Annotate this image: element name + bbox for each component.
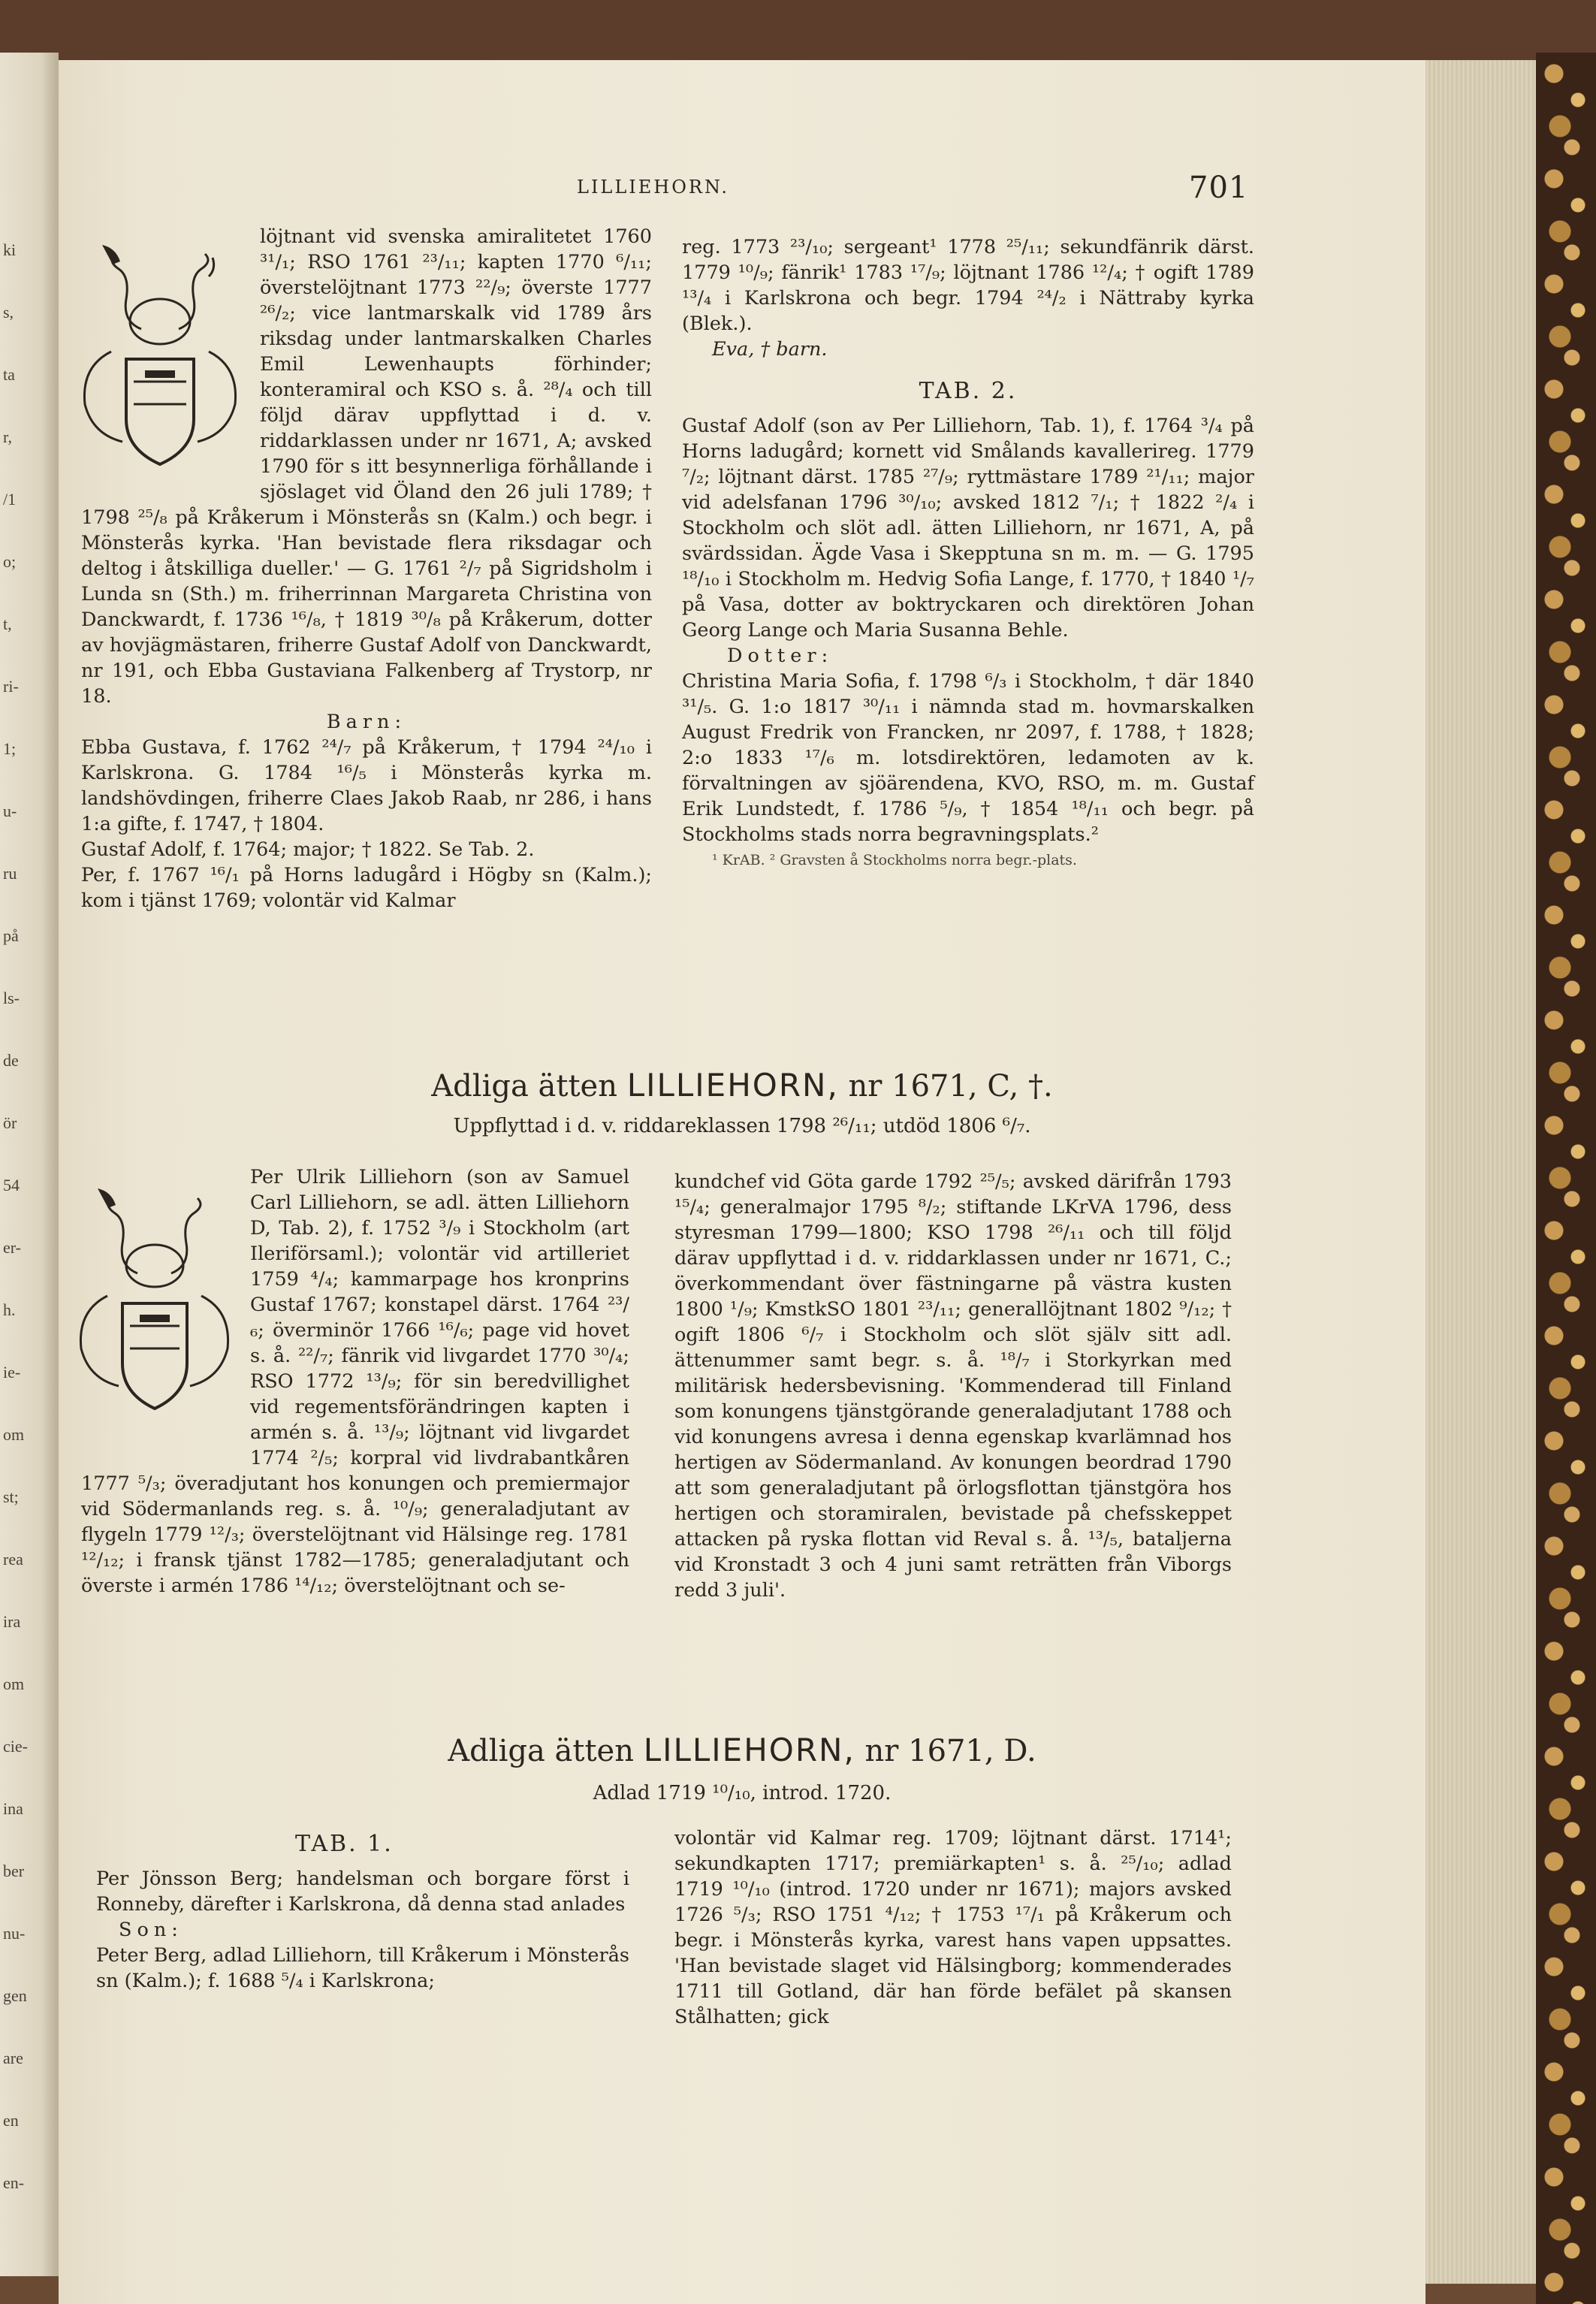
running-head-title: LILLIEHORN. [577,177,730,198]
facing-page-fragment: ira [3,1612,21,1631]
section-subheading-c: Uppflyttad i d. v. riddareklassen 1798 ²⁶/₁₁; utdöd 1806 ⁶/₇. [453,1115,1031,1137]
facing-page-fragment: gen [3,1986,27,2005]
paragraph: Peter Berg, adlad Lilliehorn, till Kråkerum i Mönsterås sn (Kalm.); f. 1688 ⁵/₄ i Karlskrona; [96,1944,629,1992]
heading-suffix: nr 1671, C, †. [848,1069,1053,1104]
facing-page-fragment: ta [3,365,15,384]
facing-page-fragment: u- [3,802,17,820]
son-heading: Son: [119,1919,183,1941]
facing-page-fragment: en [3,2111,19,2130]
paragraph: Per Jönsson Berg; handelsman och borgare först i Ronneby, därefter i Karlskrona, då denna stad anlades [96,1868,629,1916]
heading-name: LILLIEHORN, [643,1732,855,1768]
facing-page-fragment: om [3,1674,25,1693]
facing-page-fragment: på [3,926,19,945]
children-heading: Barn: [326,711,407,733]
page-number: 701 [1189,171,1249,205]
paragraph: Per Ulrik Lilliehorn (son av Samuel Carl Lilliehorn, se adl. ätten Lilliehorn D, Tab. 2), f. 1752 ³/₉ i Stockholm (art Ileriförsaml.); volontär vid artilleriet 1759 ⁴/₄; kammarpage hos kronprins Gustaf 1767; konstapel därst. 1764 ²³/₆; överminör 1766 ¹⁶/₆; page vid hovet s. å. ²²/₇; fänrik vid livgardet 1770 ³⁰/₄; RSO 1772 ¹³/₉; för sin beredvillighet vid regementsförändringen kapten i armén s. å. ¹³/₉; löjtnant vid livgardet 1774 ²/₅; korpral vid livdrabantkåren 1777 ⁵/₃; överadjutant hos konungen och premiermajor vid Södermanlands reg. s. å. ¹⁰/₉; generaladjutant av flygeln 1779 ¹²/₃; överstelöjtnant vid Hälsinge reg. 1781 ¹²/₁₂; i fransk tjänst 1782—1785; generaladjutant och överste i armén 1786 ¹⁴/₁₂; överstelöjtnant och se- [81,1166,629,1597]
paragraph: Eva, † barn. [712,338,828,361]
facing-page-fragment: ina [3,1799,23,1818]
footnotes: ¹ KrAB. ² Gravsten å Stockholms norra begr.-plats. [712,852,1077,868]
paragraph: Gustaf Adolf (son av Per Lilliehorn, Tab. 1), f. 1764 ³/₄ på Horns ladugård; kornett vid Smålands kavallerireg. 1779 ⁷/₂; löjtnant därst. 1785 ²⁷/₉; ryttmästare 1789 ²¹/₁₁; major vid adelsfanan 1796 ³⁰/₁₀; avsked 1812 ⁷/₁; † 1822 ²/₄ i Stockholm och slöt adl. ätten Lilliehorn, nr 1671, A, på svärdssidan. Ägde Vasa i Skepptuna sn m. m. — G. 1795 ¹⁸/₁₀ i Stockholm m. Hedvig Sofia Lange, f. 1770, † 1840 ¹/₇ på Vasa, dotter av boktryckaren och direktören Johan Georg Lange och Maria Susanna Behle. [682,415,1254,642]
facing-page-fragment: ls- [3,989,20,1007]
facing-page-fragment: o; [3,552,17,571]
facing-page-fragment: st; [3,1487,19,1506]
facing-page-fragment: ri- [3,677,19,696]
section-subheading-d: Adlad 1719 ¹⁰/₁₀, introd. 1720. [593,1782,892,1804]
top-right-column [682,234,1254,870]
facing-page-fragment: om [3,1425,25,1444]
paragraph: reg. 1773 ²³/₁₀; sergeant¹ 1778 ²⁵/₁₁; sekundfänrik därst. 1779 ¹⁰/₉; fänrik¹ 1783 ¹⁷/₉; löjtnant 1786 ¹²/₄; † ogift 1789 ¹³/₄ i Karlskrona och begr. 1794 ²⁴/₂ i Nättraby kyrka (Blek.). [682,236,1254,335]
book-top-edge [0,0,1596,60]
facing-page-fragment: ör [3,1113,17,1132]
facing-page-fragment: nu- [3,1924,26,1943]
facing-page-fragment: rea [3,1550,23,1569]
facing-page-fragment: h. [3,1300,16,1319]
tab-heading: TAB. 2. [919,378,1018,404]
paragraph: Gustaf Adolf, f. 1764; major; † 1822. Se Tab. 2. [81,838,535,861]
section-heading-d [59,1732,1426,1770]
section-heading-c [59,1067,1426,1105]
facing-page-fragment: 1; [3,739,17,758]
section-d-left-column [96,1825,629,1994]
facing-page-fragment: ki [3,240,17,259]
facing-page-fragment: ber [3,1862,25,1880]
facing-page-fragment: 54 [3,1176,20,1194]
heading-name: LILLIEHORN, [626,1067,839,1104]
facing-page-fragment: er- [3,1238,21,1257]
facing-page-fragment: r, [3,427,12,446]
facing-page-fragment: s, [3,303,14,322]
page-stack-edge [1423,60,1536,2284]
daughter-heading: Dotter: [727,645,834,667]
facing-page-fragment: de [3,1051,19,1070]
paragraph: Ebba Gustava, f. 1762 ²⁴/₇ på Kråkerum, † 1794 ²⁴/₁₀ i Karlskrona. G. 1784 ¹⁶/₅ i Mönsterås kyrka m. landshövdingen, friherre Claes Jakob Raab, nr 286, i hans 1:a gifte, f. 1747, † 1804. [81,736,652,835]
facing-page-fragment: ie- [3,1363,21,1381]
marbled-cover [1536,53,1596,2304]
top-left-column [81,224,652,913]
section-d-right-column [674,1825,1232,2030]
facing-page-fragment: t, [3,615,12,633]
facing-page-fragment: ru [3,864,17,883]
paragraph: löjtnant vid svenska amiralitetet 1760 ³¹/₁; RSO 1761 ²³/₁₁; kapten 1770 ⁶/₁₁; överstelöjtnant 1773 ²²/₉; överste 1777 ²⁶/₂; vice lantmarskalk vid 1789 års riksdag under lantmarskalken Charles Emil Lewenhaupts förhinder; konteramiral och KSO s. å. ²⁸/₄ och till följd därav uppflyttad i d. v. riddarklassen under nr 1671, A; avsked 1790 för s itt besynnerliga förhållande i sjöslaget vid Öland den 26 juli 1789; † 1798 ²⁵/₈ på Kråkerum i Mönsterås sn (Kalm.) och begr. i Mönsterås kyrka. 'Han bevistade flera riksdagar och deltog i åtskilliga dueller.' — G. 1761 ²/₇ på Sigridsholm i Lunda sn (Sth.) m. friherrinnan Margareta Christina von Danckwardt, f. 1736 ¹⁶/₈, † 1819 ³⁰/₈ på Kråkerum, dotter av hovjägmästaren, friherre Gustaf Adolf von Danckwardt, nr 191, och Ebba Gustaviana Falkenberg af Trystorp, nr 18. [81,225,652,708]
paragraph: volontär vid Kalmar reg. 1709; löjtnant därst. 1714¹; sekundkapten 1717; premiärkapten¹ s. å. ²⁵/₁₀; adlad 1719 ¹⁰/₁₀ (introd. 1720 under nr 1671); majors avsked 1726 ⁵/₃; RSO 1751 ⁴/₁₂; † 1753 ¹⁷/₁ på Kråkerum och begr. i Mönsterås kyrka, varest hans vapen uppsattes. 'Han bevistade slaget vid Hälsingborg; kommenderades 1711 till Gotland, där han förde befälet på skansen Stålhatten; gick [674,1827,1232,2028]
heading-suffix: nr 1671, D. [864,1734,1036,1768]
facing-page-fragment: /1 [3,490,17,509]
paragraph: Christina Maria Sofia, f. 1798 ⁶/₃ i Stockholm, † där 1840 ³¹/₅. G. 1:o 1817 ³⁰/₁₁ i nämnda stad m. hovmarskalken August Fredrik von Francken, nr 2097, f. 1788, † 1828; 2:o 1833 ¹⁷/₆ m. lotsdirektören, ledamoten av k. förvaltningen av sjöärendena, KVO, RSO, m. m. Gustaf Erik Lundstedt, f. 1786 ⁵/₉, † 1854 ¹⁸/₁₁ och begr. på Stockholms stads norra begravningsplats.² [682,670,1254,846]
facing-page-fragment: are [3,2049,23,2067]
section-c-left-column [81,1164,629,1599]
heading-prefix: Adliga ätten [431,1069,617,1104]
facing-page-fragment: cie- [3,1737,28,1756]
heading-prefix: Adliga ätten [448,1734,634,1768]
facing-page-fragment: en- [3,2173,25,2192]
section-c-right-column [674,1169,1232,1603]
paragraph: kundchef vid Göta garde 1792 ²⁵/₅; avsked därifrån 1793 ¹⁵/₄; generalmajor 1795 ⁸/₂; stiftande LKrVA 1796, dess styresman 1799—1800; KSO 1798 ²⁶/₁₁ och till följd därav uppflyttad i d. v. riddarklassen under nr 1671, C.; överkommendant över fästningarne på västra kusten 1800 ¹/₉; KmstkSO 1801 ²³/₁₁; generallöjtnant 1802 ⁹/₁₂; † ogift 1806 ⁶/₇ i Stockholm och slöt själv sitt adl. ättenummer samt begr. s. å. ¹⁸/₇ i Storkyrkan med militärisk hedersbevisning. 'Kommenderad till Finland som konungens tjänstgörande generaladjutant 1788 och vid konungens avresa i denna egenskap kvarlämnad hos hertigen av Södermanland. Av konungen beordrad 1790 att som generaladjutant på örlogsflottan tjänstgöra hos hertigen och storamiralen, bevistade på chefsskeppet attacken på ryska flottan vid Reval s. å. ¹³/₅, bataljerna vid Kronstadt 3 och 4 juni samt reträtten från Viborgs redd 3 juli'. [674,1170,1232,1602]
facing-page-edge [0,53,59,2276]
coat-of-arms-icon [66,224,254,502]
tab-heading: TAB. 1. [295,1831,394,1857]
paragraph: Per, f. 1767 ¹⁶/₁ på Horns ladugård i Högby sn (Kalm.); kom i tjänst 1769; volontär vid Kalmar [81,864,652,912]
coat-of-arms-icon [66,1164,243,1450]
